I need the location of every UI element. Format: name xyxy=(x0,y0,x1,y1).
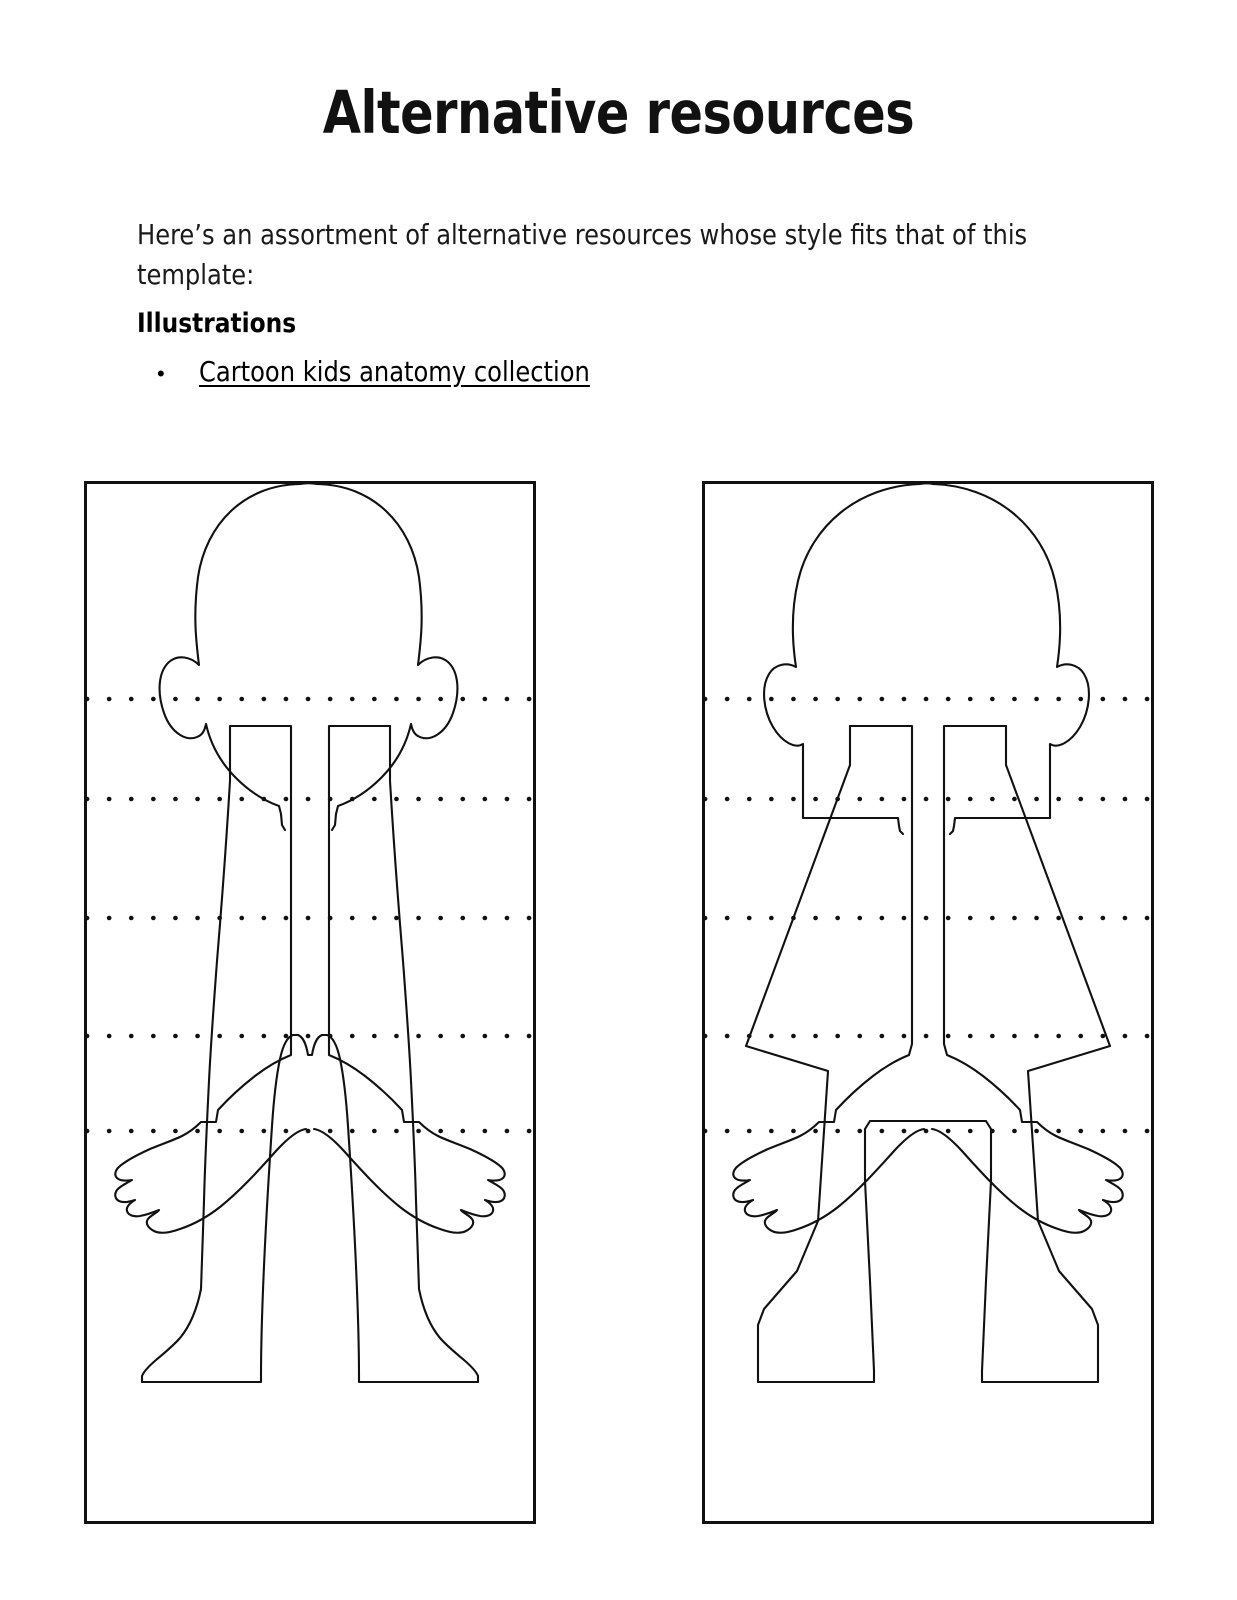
intro-paragraph: Here’s an assortment of alternative resources whose style fits that of this template: xyxy=(137,218,1028,291)
girl-head-outline xyxy=(764,484,1089,834)
bullet-point-icon: • xyxy=(157,361,165,386)
list-item xyxy=(137,352,1082,394)
girl-figure-svg xyxy=(702,481,1154,1524)
girl-body-outline-right xyxy=(928,726,1123,1382)
girl-template-panel xyxy=(702,481,1154,1524)
boy-figure-svg xyxy=(84,481,536,1524)
boy-head-outline xyxy=(160,484,458,830)
boy-template-panel xyxy=(84,481,536,1524)
resource-list xyxy=(137,352,1082,394)
page-title: Alternative resources xyxy=(322,78,915,147)
girl-head-crown xyxy=(920,483,933,484)
boy-head-crown xyxy=(300,483,317,484)
cartoon-kids-anatomy-collection-link[interactable]: Cartoon kids anatomy collection xyxy=(199,355,590,388)
intro-text-block xyxy=(137,215,1082,394)
illustrations-subheading: Illustrations xyxy=(137,308,297,339)
boy-body-outline xyxy=(115,726,310,1382)
boy-body-outline-right xyxy=(310,726,505,1382)
